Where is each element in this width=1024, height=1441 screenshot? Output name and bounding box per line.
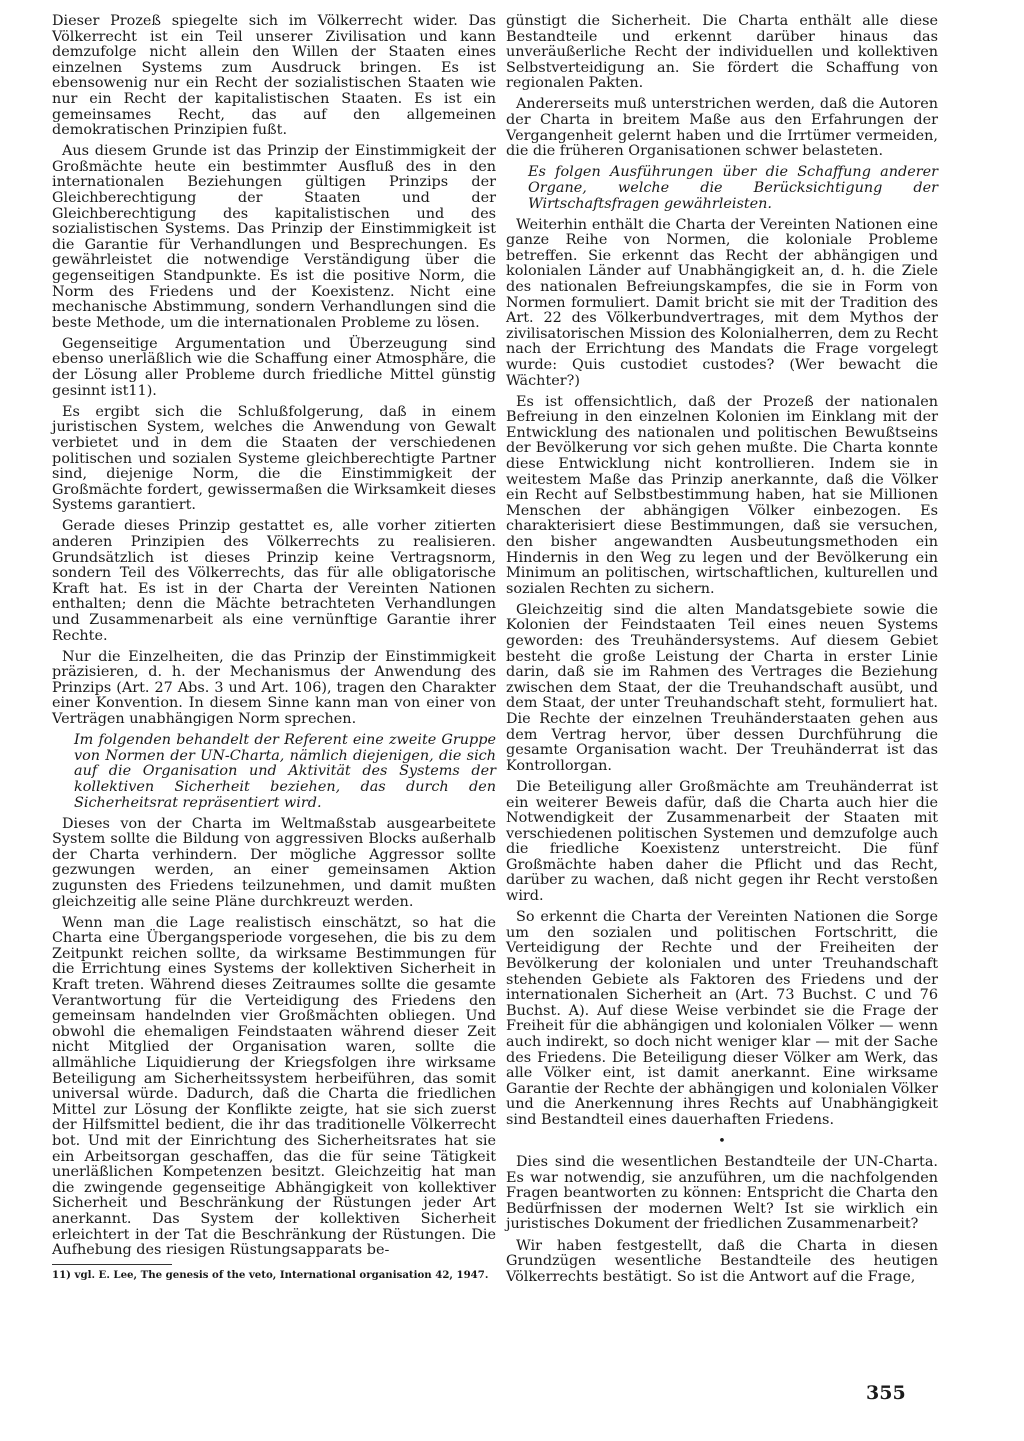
left-column [52, 14, 496, 1287]
footnote: 11) vgl. E. Lee, The genesis of the veto, International organisation 42, 1947. [52, 1269, 489, 1282]
paragraph: So erkennt die Charta der Vereinten Nationen die Sorge um den sozialen und politischen Fortschritt, die Verteidigung der Rechte und der Freiheiten der Bevölkerung der kolonialen und unter Treuhandschaft stehenden Gebiete als Faktoren des Friedens und der internationalen Sicherheit an (Art. 73 Buchst. C und 76 Buchst. A). Auf diese Weise verbindet sie die Frage der Freiheit für die abhängigen und kolonialen Völker — wenn auch indirekt, so doch nicht weniger klar — mit der Sache des Friedens. Die Beteiligung dieser Völker am Werk, das alle Völker eint, ist damit anerkannt. Eine wirksame Garantie der Rechte der abhängigen und kolonialen Völker und die Anerkennung ihres Rechts auf Unabhängigkeit sind Bestandteil eines dauerhaften Friedens. [506, 909, 938, 1128]
italic-summary: Im folgenden behandelt der Referent eine zweite Gruppe von Normen der UN-Charta, nämlich diejenigen, die sich auf die Organisation und Aktivität des Systems der kollektiven Sicherheit beziehen, das durch den Sicherheitsrat repräsentiert wird. [74, 732, 496, 811]
paragraph: Dies sind die wesentlichen Bestandteile der UN-Charta. Es war notwendig, sie anzuführen, um die nachfolgenden Fragen beantworten zu können: Entspricht die Charta den Bedürfnissen der modernen Welt? Ist sie wirklich ein juristisches Dokument der friedlichen Zusammenarbeit? [506, 1154, 938, 1233]
paragraph: Dieses von der Charta im Weltmaßstab ausgearbeitete System sollte die Bildung von aggressiven Blocks außerhalb der Charta verhindern. Der mögliche Aggressor sollte gezwungen werden, an einer gemeinsamen Aktion zugunsten des Friedens teilzunehmen, und damit mußten gleichzeitig alle seine Pläne durchkreuzt werden. [52, 815, 496, 910]
paragraph: Dieser Prozeß spiegelte sich im Völkerrecht wider. Das Völkerrecht ist ein Teil unserer Zivilisation und kann demzufolge nicht allein den Willen der Staaten eines einzelnen Systems zum Ausdruck bringen. Es ist ebensowenig nur ein Recht der sozialistischen Staaten wie nur ein Recht der kapitalistischen Staaten. Es ist ein gemeinsames Recht, das auf den allgemeinen demokratischen Prinzipien fußt. [52, 13, 496, 139]
right-column [506, 14, 938, 1291]
footnote-divider [52, 1264, 172, 1265]
paragraph: Nur die Einzelheiten, die das Prinzip der Einstimmigkeit präzisieren, d. h. der Mechanismus der Anwendung des Prinzips (Art. 27 Abs. 3 und Art. 106), tragen den Charakter einer Konvention. In diesem Sinne kann man von einer von Verträgen unabhängigen Norm sprechen. [52, 648, 496, 728]
italic-summary: Es folgen Ausführungen über die Schaffung anderer Organe, welche die Berücksichtigung der Wirtschaftsfragen gewährleisten. [528, 164, 938, 212]
paragraph: Wenn man die Lage realistisch einschätzt, so hat die Charta eine Übergangsperiode vorgesehen, die bis zu dem Zeitpunkt reichen sollte, da wirksame Bestimmungen für die Errichtung eines Systems der kollektiven Sicherheit in Kraft treten. Während dieses Zeitraumes sollte die gesamte Verantwortung für die Verteidigung des Friedens den gemeinsam handelnden vier Großmächten obliegen. Und obwohl die ehemaligen Feindstaaten während dieser Zeit nicht Mitglied der Organisation waren, sollte die allmähliche Liquidierung der Kriegsfolgen ihre wirksame Beteiligung am Sicherheitssystem herbeiführen, das somit universal würde. Dadurch, daß die Charta die friedlichen Mittel zur Lösung der Konflikte zeigte, hat sie sich zuerst der Hilfsmittel bedient, die ihr das traditionelle Völkerrecht bot. Und mit der Einrichtung des Sicherheitsrates hat sie ein Arbeitsorgan geschaffen, das die für seine Tätigkeit unerläßlichen Kompetenzen besitzt. Gleichzeitig hat man die zwingende gegenseitige Abhängigkeit von kollektiver Sicherheit und Beschränkung der Rüstungen jeder Art anerkannt. Das System der kollektiven Sicherheit erleichtert in der Tat die Beschränkung der Rüstungen. Die Aufhebung des riesigen Rüstungsapparats be- [52, 914, 496, 1259]
page-number: 355 [866, 1382, 906, 1404]
paragraph: Die Beteiligung aller Großmächte am Treuhänderrat ist ein weiterer Beweis dafür, daß die Charta auch hier die Notwendigkeit der Zusammenarbeit der Staaten mit verschiedenen politischen Systemen und demzufolge auch die friedliche Koexistenz unterstreicht. Die fünf Großmächte haben daher die Pflicht und das Recht, darüber zu wachen, daß nicht gegen ihr Recht verstoßen wird. [506, 778, 938, 905]
paragraph: Gegenseitige Argumentation und Überzeugung sind ebenso unerläßlich wie die Schaffung einer Atmosphäre, die der Lösung aller Probleme durch friedliche Mittel günstig gesinnt ist11). [52, 335, 496, 399]
paragraph: Gerade dieses Prinzip gestattet es, alle vorher zitierten anderen Prinzipien des Völkerrechts zu realisieren. Grundsätzlich ist dieses Prinzip keine Vertragsnorm, sondern Teil des Völkerrechts, das für alle obligatorische Kraft hat. Es ist in der Charta der Vereinten Nationen enthalten; denn die Mächte betrachteten Verhandlungen und Zusammenarbeit als eine vernünftige Garantie ihrer Rechte. [52, 518, 496, 644]
paragraph: günstigt die Sicherheit. Die Charta enthält alle diese Bestandteile und erkennt darüber hinaus das unveräußerliche Recht der individuellen und kollektiven Selbstverteidigung an. Sie fördert die Schaffung von regionalen Pakten. [506, 13, 938, 92]
paragraph: Es ist offensichtlich, daß der Prozeß der nationalen Befreiung in den einzelnen Kolonien im Einklang mit der Entwicklung des nationalen und politischen Bewußtseins der Bevölkerung vor sich gehen mußte. Die Charta konnte diese Entwicklung nicht kontrollieren. Indem sie in weitestem Maße das Prinzip anerkannte, daß die Völker ein Recht auf Selbstbestimmung haben, hat sie Millionen Menschen der abhängigen Völker einbezogen. Es charakterisiert diese Bestimmungen, daß sie versuchen, den bisher angewandten Ausbeutungsmethoden ein Hindernis in den Weg zu legen und der Bevölkerung ein Minimum an politischen, wirtschaftlichen, kulturellen und sozialen Rechten zu sichern. [506, 393, 938, 597]
section-separator-bullet: • [718, 1133, 726, 1149]
paragraph: Weiterhin enthält die Charta der Vereinten Nationen eine ganze Reihe von Normen, die koloniale Probleme betreffen. Sie erkennt das Recht der abhängigen und kolonialen Länder auf Unabhängigkeit an, d. h. die Ziele des nationalen Befreiungskampfes, die sie in Form von Normen formuliert. Damit bricht sie mit der Tradition des Art. 22 des Völkerbundvertrages, mit dem Mythos der zivilisatorischen Mission des Kolonialherren, dem zu Recht nach der Errichtung des Mandats die Frage vorgelegt wurde: Quis custodiet custodes? (Wer bewacht die Wächter?) [506, 216, 938, 389]
paragraph: Gleichzeitig sind die alten Mandatsgebiete sowie die Kolonien der Feindstaaten Teil eines neuen Systems geworden: des Treuhändersystems. Auf diesem Gebiet besteht die große Leistung der Charta in erster Linie darin, daß sie im Rahmen des Vertrages die Beziehung zwischen dem Staat, der die Treuhandschaft ausübt, und dem Staat, der unter Treuhandschaft steht, formuliert hat. Die Rechte der einzelnen Treuhänderstaaten gehen aus dem Vertrag hervor, über dessen Durchführung die gesamte Organisation wacht. Der Treuhänderrat ist das Kontrollorgan. [506, 601, 938, 774]
paragraph: Es ergibt sich die Schlußfolgerung, daß in einem juristischen System, welches die Anwendung von Gewalt verbietet und in dem die Staaten der verschiedenen politischen und sozialen Systeme gleichberechtigte Partner sind, diejenige Norm, die die Einstimmigkeit der Großmächte fordert, gewissermaßen die Wirksamkeit dieses Systems garantiert. [52, 403, 496, 514]
paragraph: Andererseits muß unterstrichen werden, daß die Autoren der Charta in breitem Maße aus den Erfahrungen der Vergangenheit gelernt haben und die Irrtümer vermeiden, die die früheren Organisationen schwer belasteten. [506, 96, 938, 160]
paragraph: Aus diesem Grunde ist das Prinzip der Einstimmigkeit der Großmächte heute ein bestimmter Ausfluß des in den internationalen Beziehungen gültigen Prinzips der Gleichberechtigung der Staaten und der Gleichberechtigung des kapitalistischen und des sozialistischen Systems. Das Prinzip der Einstimmigkeit ist die Garantie für Verhandlungen und Besprechungen. Es gewährleistet die notwendige Verständigung über die gegenseitigen Standpunkte. Es ist die positive Norm, die Norm des Friedens und der Koexistenz. Nicht eine mechanische Abstimmung, sondern Verhandlungen sind die beste Methode, um die internationalen Probleme zu lösen. [52, 143, 496, 331]
paragraph: Wir haben festgestellt, daß die Charta in diesen Grundzügen wesentliche Bestandteile des heutigen Völkerrechts bestätigt. So ist die Antwort auf die Frage, [506, 1237, 938, 1285]
